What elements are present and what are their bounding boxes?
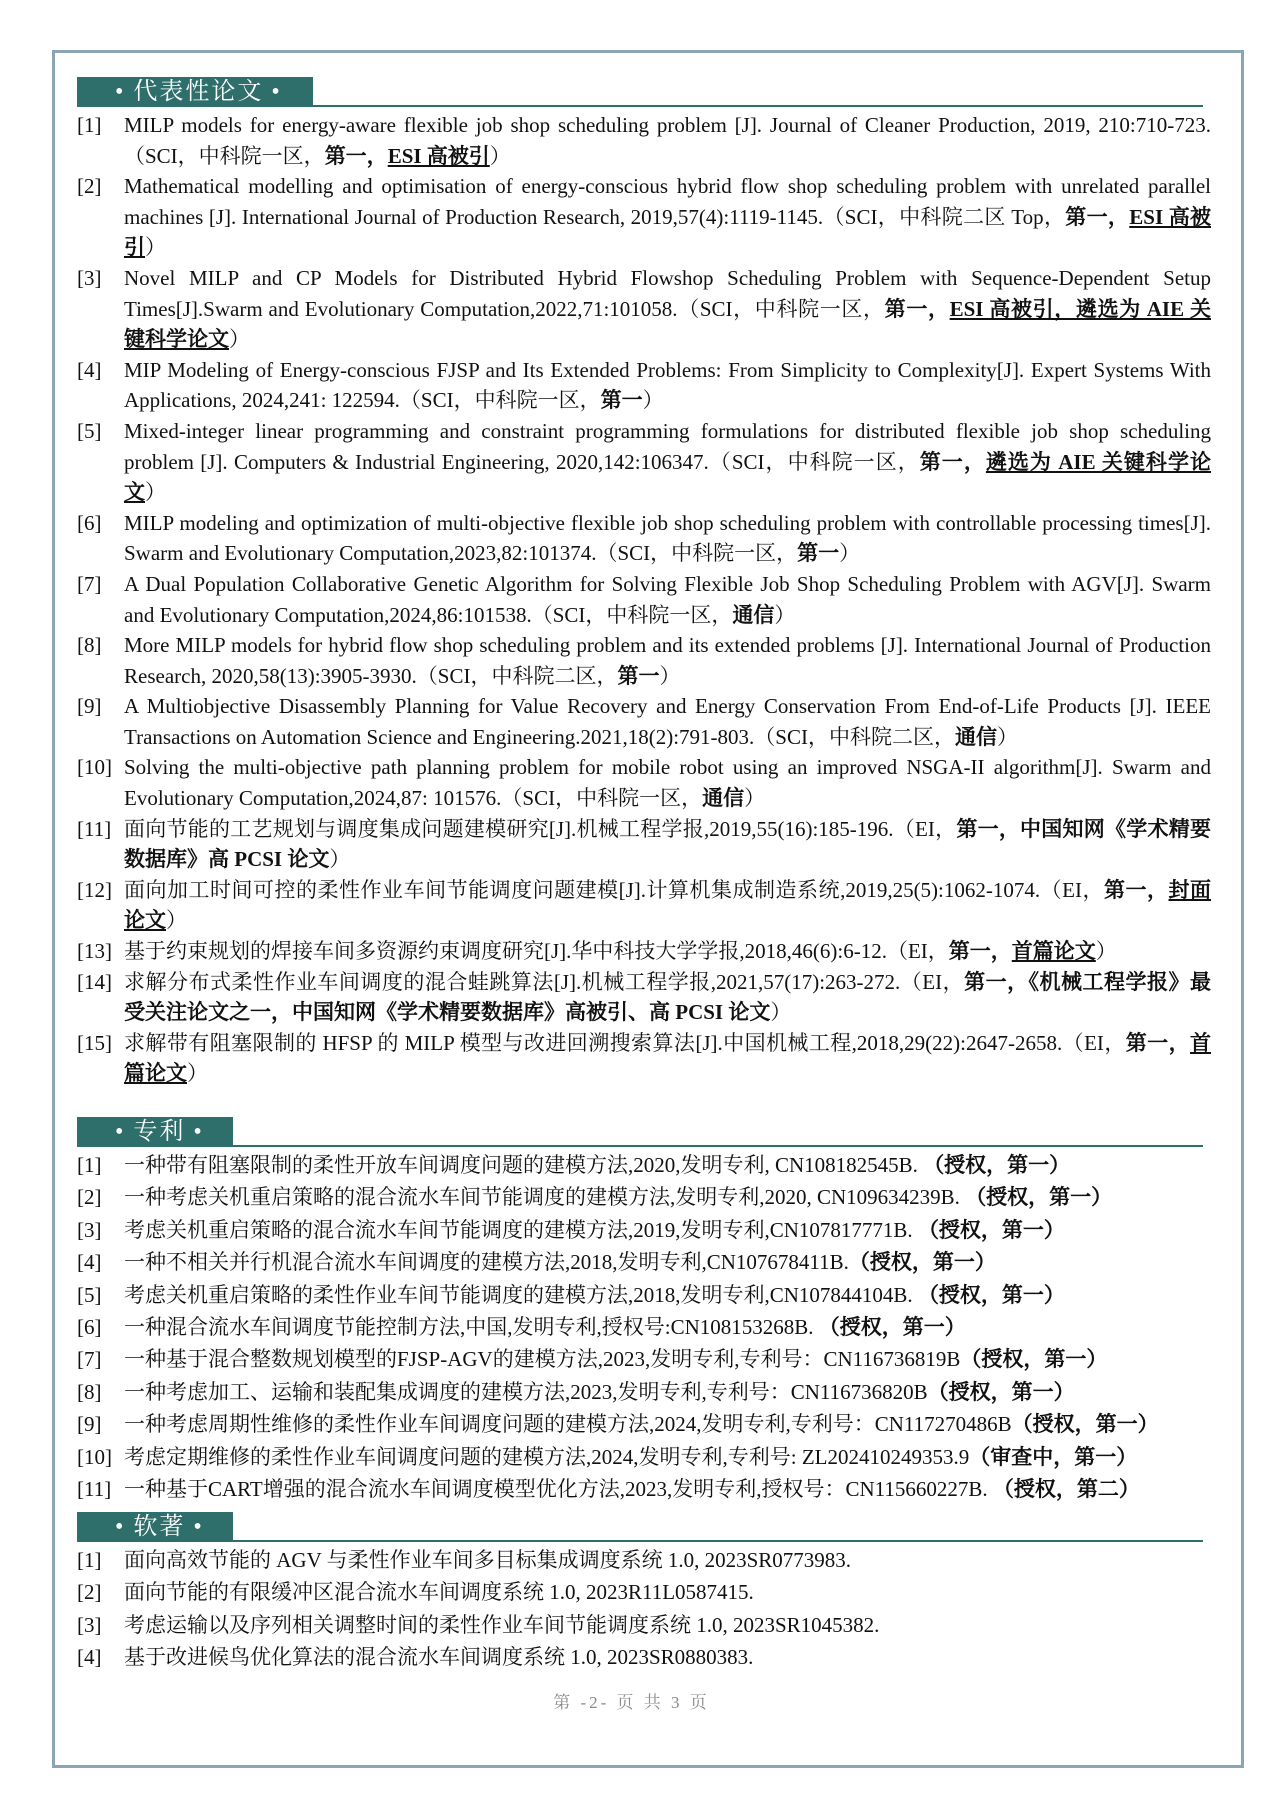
paper-item [77, 355, 1211, 416]
bold-text: （授权，第一） [818, 1315, 966, 1340]
citation-text: 面向加工时间可控的柔性作业车间节能调度问题建模[J].计算机集成制造系统,2019,25(5):1062-1074.（EI， [124, 877, 1104, 902]
list-item-number: [2] [77, 1185, 102, 1210]
paper-item [77, 508, 1211, 569]
citation-text: 一种不相关并行机混合流水车间调度的建模方法,2018,发明专利,CN107678411B. [124, 1250, 849, 1275]
citation-text: 面向节能的有限缓冲区混合流水车间调度系统 1.0, 2023R11L0587415. [124, 1580, 754, 1605]
software-item [77, 1641, 1211, 1673]
list-item-number: [6] [77, 1315, 102, 1340]
list-item-number: [5] [77, 418, 102, 443]
list-item-number: [5] [77, 1282, 102, 1307]
paper-item [77, 691, 1211, 752]
paper-item [77, 875, 1211, 936]
patent-item [77, 1311, 1211, 1343]
list-item-number: [3] [77, 1217, 102, 1242]
highlight-text: 遴选为 AIE 关键科学论文 [124, 449, 1211, 505]
citation-text: ） [187, 1061, 208, 1086]
papers-list [77, 110, 1211, 1089]
bold-text: 第一， [919, 449, 986, 474]
list-item-number: [9] [77, 694, 102, 719]
section-underline [77, 105, 1203, 107]
citation-text: MILP modeling and optimization of multi-objective flexible job shop scheduling problem with controllable processing times[J]. Swarm and Evolutionary Computation,2023,82:101374.（SCI，中科院一区， [124, 510, 1211, 566]
list-item-number: [7] [77, 571, 102, 596]
list-item-number: [10] [77, 1444, 112, 1469]
citation-text: 考虑运输以及序列相关调整时间的柔性作业车间节能调度系统 1.0, 2023SR1045382. [124, 1612, 880, 1637]
bold-text: （授权，第一） [917, 1282, 1065, 1307]
list-item-number: [1] [77, 1153, 102, 1177]
list-item-number: [13] [77, 939, 112, 964]
list-item-number: [7] [77, 1347, 102, 1372]
patents-list [77, 1149, 1211, 1505]
patent-item [77, 1473, 1211, 1505]
citation-text: A Dual Population Collaborative Genetic Algorithm for Solving Flexible Job Shop Scheduling Problem with AGV[J]. Swarm and Evolutionary Computation,2024,86:101538.（SCI，中科院一区， [124, 571, 1211, 627]
patent-item [77, 1408, 1211, 1440]
patent-item [77, 1246, 1211, 1278]
list-item-number: [11] [77, 1477, 112, 1502]
citation-text: 一种混合流水车间调度节能控制方法,中国,发明专利,授权号:CN108153268B. [124, 1315, 819, 1340]
paper-item [77, 263, 1211, 355]
citation-text: 一种基于CART增强的混合流水车间调度模型优化方法,2023,发明专利,授权号：CN115660227B. [124, 1477, 993, 1502]
citation-text: ） [996, 724, 1018, 749]
citation-text: ） [229, 327, 250, 352]
citation-text: ） [145, 235, 166, 260]
bold-text: （授权，第一） [848, 1250, 996, 1275]
citation-text: ） [659, 663, 681, 688]
citation-text: 一种考虑周期性维修的柔性作业车间调度问题的建模方法,2024,发明专利,专利号：CN117270486B [124, 1412, 1012, 1437]
citation-text: 面向高效节能的 AGV 与柔性作业车间多目标集成调度系统 1.0, 2023SR0773983. [124, 1548, 852, 1572]
paper-item [77, 110, 1211, 171]
list-item-number: [14] [77, 969, 112, 994]
bold-text: （审查中，第一） [969, 1444, 1138, 1469]
citation-text: ） [145, 480, 166, 505]
bold-text: 通信 [732, 602, 775, 627]
citation-text: More MILP models for hybrid flow shop scheduling problem and its extended problems [J]. International Journal of Production Research, 2020,58(13):3905-3930.（SCI，中科院二区， [124, 633, 1211, 688]
citation-text: Novel MILP and CP Models for Distributed Hybrid Flowshop Scheduling Problem with Sequence-Dependent Setup Times[J].Swarm and Evolutionary Computation,2022,71:101058.（SCI，中科院一区， [124, 265, 1211, 321]
citation-text: Solving the multi-objective path planning problem for mobile robot using an improved NSGA-II algorithm[J]. Swarm and Evolutionary Computation,2024,87: 101576.（SCI，中科院一区， [124, 755, 1211, 811]
citation-text: ） [489, 143, 511, 168]
citation-text: 考虑关机重启策略的混合流水车间节能调度的建模方法,2019,发明专利,CN107817771B. [124, 1217, 918, 1242]
highlight-text: 首篇论文 [124, 1030, 1212, 1086]
bold-text: （授权，第一） [917, 1217, 1065, 1242]
highlight-text: ESI 高被引，遴选为 AIE 关键科学论文 [124, 296, 1211, 352]
list-item-number: [3] [77, 1612, 102, 1637]
paper-item [77, 569, 1211, 630]
paper-item [77, 416, 1211, 508]
bold-text: （授权，第一） [965, 1185, 1113, 1210]
list-item-number: [8] [77, 1379, 102, 1404]
citation-text: ） [744, 786, 766, 811]
page-footer: 第 -2- 页 共 3 页 [553, 1693, 710, 1712]
highlight-text: 封面论文 [124, 877, 1212, 933]
highlight-text: ESI 高被引 [124, 204, 1212, 260]
highlight-text: 首篇论文 [1011, 939, 1096, 964]
patent-item [77, 1376, 1211, 1408]
software-section-header [77, 1512, 1203, 1542]
bold-text: 通信 [702, 786, 745, 811]
bold-text: 第一 [600, 388, 643, 413]
software-section-title: • 软著 • [77, 1512, 233, 1542]
citation-text: Mathematical modelling and optimisation of energy-conscious hybrid flow shop scheduling problem with unrelated parallel machines [J]. International Journal of Production Research, 2019,57(4):1119-1145.（SCI，中科院二区 Top， [124, 174, 1211, 229]
citation-text: 一种基于混合整数规划模型的FJSP-AGV的建模方法,2023,发明专利,专利号：CN116736819B [124, 1347, 961, 1372]
section-underline [77, 1145, 1203, 1147]
citation-text: ） [1095, 939, 1117, 964]
bold-text: 第一 [797, 541, 840, 566]
bold-text: 第一， [324, 143, 388, 168]
list-item-number: [8] [77, 633, 102, 658]
citation-text: 考虑关机重启策略的柔性作业车间节能调度的建模方法,2018,发明专利,CN107844104B. [124, 1282, 918, 1307]
bold-text: 第一， [1103, 877, 1169, 902]
citation-text: 一种带有阻塞限制的柔性开放车间调度问题的建模方法,2020,发明专利, CN108182545B. [124, 1153, 924, 1177]
list-item-number: [1] [77, 113, 102, 137]
software-item [77, 1576, 1211, 1608]
paper-item [77, 171, 1211, 263]
bold-text: 第一， [1125, 1030, 1191, 1055]
citation-text: ） [770, 1000, 792, 1025]
bold-text: 第一，中国知网《学术精要数据库》高 PCSI 论文 [124, 816, 1211, 872]
citation-text: ） [329, 847, 351, 872]
list-item-number: [15] [77, 1030, 112, 1055]
list-item-number: [2] [77, 1580, 102, 1605]
paper-item [77, 936, 1211, 967]
bold-text: （授权，第一） [960, 1347, 1108, 1372]
software-item [77, 1609, 1211, 1641]
paper-item [77, 1028, 1211, 1089]
citation-text: 基于改进候鸟优化算法的混合流水车间调度系统 1.0, 2023SR0880383. [124, 1645, 754, 1670]
citation-text: MILP models for energy-aware flexible job shop scheduling problem [J]. Journal of Cleaner Production, 2019, 210:710-723.（SCI，中科院一区， [124, 113, 1211, 168]
paper-item [77, 752, 1211, 813]
paper-item [77, 630, 1211, 691]
citation-text: Mixed-integer linear programming and constraint programming formulations for distributed flexible job shop scheduling problem [J]. Computers & Industrial Engineering, 2020,142:106347.（SCI，中科院一区， [124, 418, 1211, 474]
patent-item [77, 1149, 1211, 1181]
papers-section-title: • 代表性论文 • [77, 77, 313, 107]
list-item-number: [2] [77, 174, 102, 199]
bold-text: （授权，第一） [1011, 1412, 1159, 1437]
paper-item [77, 814, 1211, 875]
citation-text: 一种考虑加工、运输和装配集成调度的建模方法,2023,发明专利,专利号：CN116736820B [124, 1379, 928, 1404]
section-underline [77, 1540, 1203, 1542]
citation-text: ） [166, 908, 187, 933]
patent-item [77, 1343, 1211, 1375]
bold-text: 第一 [617, 663, 660, 688]
patent-item [77, 1441, 1211, 1473]
list-item-number: [9] [77, 1412, 102, 1437]
bold-text: 第一， [884, 296, 950, 321]
citation-text: 求解带有阻塞限制的 HFSP 的 MILP 模型与改进回溯搜索算法[J].中国机械工程,2018,29(22):2647-2658.（EI， [124, 1030, 1126, 1055]
list-item-number: [4] [77, 1250, 102, 1275]
patents-section-header [77, 1117, 1203, 1147]
highlight-text: ESI 高被引 [387, 143, 490, 168]
citation-text: ） [774, 602, 796, 627]
citation-text: ） [839, 541, 861, 566]
patent-item [77, 1214, 1211, 1246]
list-item-number: [3] [77, 265, 102, 290]
bold-text: （授权，第一） [923, 1153, 1071, 1177]
software-item [77, 1544, 1211, 1576]
citation-text: 面向节能的工艺规划与调度集成问题建模研究[J].机械工程学报,2019,55(16):185-196.（EI， [124, 816, 957, 841]
list-item-number: [6] [77, 510, 102, 535]
bold-text: 第一， [1065, 204, 1130, 229]
citation-text: A Multiobjective Disassembly Planning for Value Recovery and Energy Conservation From End-of-Life Products [J]. IEEE Transactions on Automation Science and Engineering.2021,18(2):791-803.（SCI，中科院二区， [124, 694, 1211, 749]
list-item-number: [4] [77, 357, 102, 382]
citation-text: 求解分布式柔性作业车间调度的混合蛙跳算法[J].机械工程学报,2021,57(17):263-272.（EI， [124, 969, 965, 994]
list-item-number: [11] [77, 816, 112, 841]
bold-text: 第一， [948, 939, 1012, 964]
bold-text: （授权，第一） [927, 1379, 1075, 1404]
patent-item [77, 1279, 1211, 1311]
patent-item [77, 1181, 1211, 1213]
list-item-number: [1] [77, 1548, 102, 1572]
bold-text: （授权，第二） [992, 1477, 1140, 1502]
citation-text: ） [642, 388, 664, 413]
citation-text: MIP Modeling of Energy-conscious FJSP and Its Extended Problems: From Simplicity to Complexity[J]. Expert Systems With Applications, 2024,241: 122594.（SCI，中科院一区， [124, 357, 1211, 413]
bold-text: 通信 [954, 724, 997, 749]
paper-item [77, 967, 1211, 1028]
list-item-number: [10] [77, 755, 112, 780]
list-item-number: [12] [77, 877, 112, 902]
software-list [77, 1544, 1211, 1674]
citation-text: 考虑定期维修的柔性作业车间调度问题的建模方法,2024,发明专利,专利号: ZL202410249353.9 [124, 1444, 970, 1469]
list-item-number: [4] [77, 1645, 102, 1670]
papers-section-header [77, 77, 1203, 107]
citation-text: 一种考虑关机重启策略的混合流水车间节能调度的建模方法,发明专利,2020, CN109634239B. [124, 1185, 966, 1210]
patents-section-title: • 专利 • [77, 1117, 233, 1147]
citation-text: 基于约束规划的焊接车间多资源约束调度研究[J].华中科技大学学报,2018,46(6):6-12.（EI， [124, 939, 949, 964]
bold-text: 第一，《机械工程学报》最受关注论文之一，中国知网《学术精要数据库》高被引、高 PCSI 论文 [124, 969, 1211, 1025]
